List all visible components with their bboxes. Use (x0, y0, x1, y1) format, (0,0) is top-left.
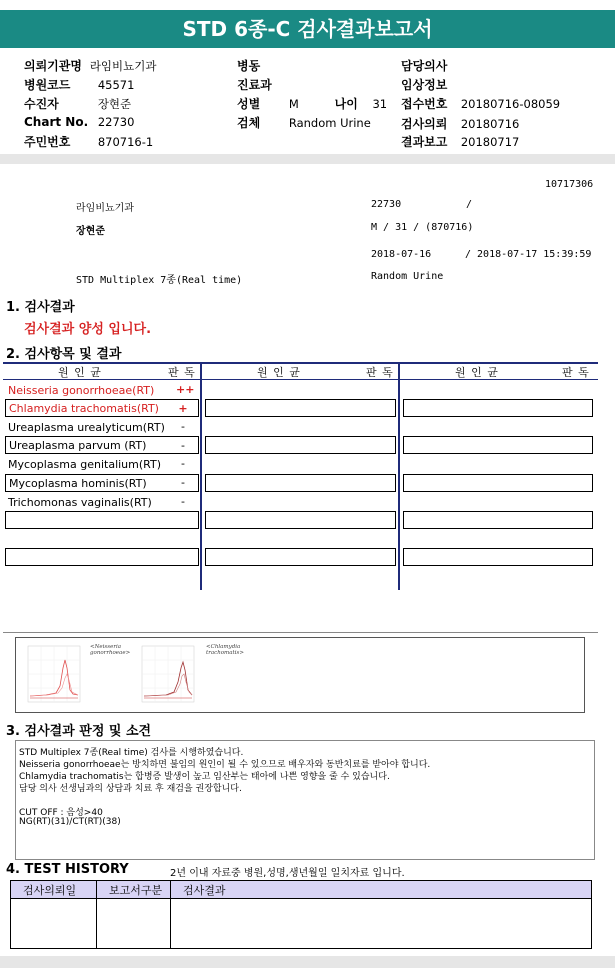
institution-row (24, 57, 156, 74)
history-col-report-type: 보고서구분 (97, 881, 171, 899)
item-box (205, 399, 396, 417)
history-col-result: 검사결과 (171, 881, 592, 899)
graph-ct (142, 646, 194, 702)
item-box (205, 548, 396, 566)
report-label: 결과보고 (401, 135, 448, 149)
header-pathogen-1: 원 인 균 (58, 366, 102, 379)
chart-row (24, 115, 134, 129)
hospital-code-row (24, 76, 134, 93)
dept-label: 진료과 (237, 78, 272, 92)
clinical-row (401, 76, 447, 93)
report-title: STD 6종-C 검사결과보고서 (0, 10, 615, 48)
history-row (11, 899, 592, 949)
judge-value: - (181, 439, 185, 452)
request-row (401, 115, 519, 132)
report-row (401, 133, 519, 150)
header-judge-1: 판 독 (168, 366, 196, 379)
request-label: 검사의뢰 (401, 117, 448, 131)
sex-row (237, 95, 387, 112)
history-header-row (11, 881, 592, 899)
comment-line: Chlamydia trachomatis는 합병증 발생이 높고 임산부는 태아에 나쁜 영향을 줄 수 있습니다. (19, 772, 390, 782)
item-box (403, 511, 593, 529)
receipt-label: 접수번호 (401, 97, 448, 111)
pathogen-item: Neisseria gonorrhoeae(RT) (8, 384, 155, 397)
history-note: 2년 이내 자료중 병원,성명,생년월일 일치자료 입니다. (170, 868, 405, 879)
ward-label: 병동 (237, 59, 261, 73)
slip-date-from: 2018-07-16 (371, 249, 432, 260)
specimen-label: 검체 (237, 116, 261, 130)
section1-title: 1. 검사결과 (6, 300, 75, 315)
dept-row (237, 76, 272, 93)
table-divider-1 (200, 362, 202, 590)
slip-date-to: / 2018-07-17 15:39:59 (465, 249, 592, 260)
ward-row (237, 57, 260, 74)
pathogen-item: Chlamydia trachomatis(RT) (9, 402, 159, 415)
item-box (5, 511, 199, 529)
request-value: 20180716 (460, 117, 520, 131)
doctor-row (401, 57, 447, 74)
slip-sex-age: M / 31 / (870716) (371, 222, 474, 233)
age-value: 31 (372, 97, 388, 111)
clinical-label: 임상정보 (401, 78, 448, 92)
slip-test-name: STD Multiplex 7종(Real time) (76, 275, 243, 286)
bottom-bar (0, 956, 615, 968)
graph-ct-title: <Chlamydia trachomatis> (206, 644, 244, 656)
pathogen-item: Ureaplasma parvum (RT) (9, 439, 147, 452)
separator (0, 154, 615, 164)
comment-line: 담당 의사 선생님과의 상담과 치료 후 재검을 권장합니다. (19, 784, 242, 794)
header-pathogen-2: 원 인 균 (257, 366, 301, 379)
header-judge-2: 판 독 (366, 366, 394, 379)
history-table (10, 880, 592, 949)
receipt-row (401, 95, 560, 112)
chart-label: Chart No. (24, 115, 89, 129)
doctor-label: 담당의사 (401, 59, 448, 73)
judge-value: - (181, 420, 185, 433)
graph-ng-title: <Neisseria gonorrhoeae> (90, 644, 131, 656)
item-box (205, 436, 396, 454)
patient-value: 장현준 (97, 97, 132, 111)
item-box (403, 436, 593, 454)
section3-title: 3. 검사결과 판정 및 소견 (6, 724, 152, 739)
pathogen-item: Mycoplasma genitalium(RT) (8, 458, 162, 471)
item-box (403, 399, 593, 417)
chart-value: 22730 (97, 115, 135, 129)
hospital-code-label: 병원코드 (24, 78, 71, 92)
slip-chart: 22730 (371, 199, 402, 210)
pathogen-item: Mycoplasma hominis(RT) (9, 477, 147, 490)
item-box (205, 474, 396, 492)
section2-title: 2. 검사항목 및 결과 (6, 347, 122, 362)
report-value: 20180717 (460, 135, 520, 149)
comment-line: CUT OFF : 음성>40 (19, 808, 103, 818)
slip-slash: / (466, 199, 473, 210)
slip-name: 장현준 (76, 226, 105, 237)
slip-clinic: 라임비뇨기과 (76, 203, 134, 214)
judge-value: - (181, 495, 185, 508)
item-box (205, 511, 396, 529)
graph-ng (28, 646, 80, 702)
pathogen-item: Trichomonas vaginalis(RT) (8, 496, 152, 509)
institution-value: 라임비뇨기과 (89, 59, 157, 73)
comment-box (15, 740, 595, 860)
specimen-row (237, 114, 371, 131)
graph-panel (15, 637, 585, 713)
judge-value: - (181, 476, 185, 489)
judge-value: - (181, 457, 185, 470)
sex-label: 성별 (237, 97, 261, 111)
comment-line: NG(RT)(31)/CT(RT)(38) (19, 817, 121, 827)
item-box (403, 474, 593, 492)
header-judge-3: 판 독 (562, 366, 590, 379)
patient-label: 수진자 (24, 97, 59, 111)
age-label: 나이 (334, 97, 358, 111)
judge-value: + (178, 402, 188, 415)
slip-specimen: Random Urine (371, 271, 444, 282)
comment-line: STD Multiplex 7종(Real time) 검사를 시행하였습니다. (19, 748, 244, 758)
specimen-value: Random Urine (288, 116, 371, 130)
slip-number: 10717306 (545, 179, 594, 190)
table-divider-2 (398, 362, 400, 590)
id-label: 주민번호 (24, 135, 71, 149)
history-cell (11, 899, 97, 949)
history-cell (171, 899, 592, 949)
id-row (24, 133, 153, 150)
item-box (5, 548, 199, 566)
comment-line: Neisseria gonorrhoeae는 방치하면 불임의 원인이 될 수 있으므로 배우자와 동반치료를 받아야 합니다. (19, 760, 431, 770)
history-cell (97, 899, 171, 949)
sex-value: M (288, 97, 299, 111)
id-value: 870716-1 (97, 135, 154, 149)
institution-label: 의뢰기관명 (24, 59, 82, 73)
judge-value: ++ (176, 383, 195, 396)
header-pathogen-3: 원 인 균 (455, 366, 499, 379)
graph-top-line (3, 632, 598, 633)
history-col-request-date: 검사의뢰일 (11, 881, 97, 899)
hospital-code-value: 45571 (97, 78, 135, 92)
pathogen-item: Ureaplasma urealyticum(RT) (8, 421, 165, 434)
item-box (403, 548, 593, 566)
section4-title: 4. TEST HISTORY (6, 862, 129, 877)
patient-row (24, 95, 131, 112)
result-summary: 검사결과 양성 입니다. (24, 322, 152, 337)
receipt-value: 20180716-08059 (460, 97, 561, 111)
